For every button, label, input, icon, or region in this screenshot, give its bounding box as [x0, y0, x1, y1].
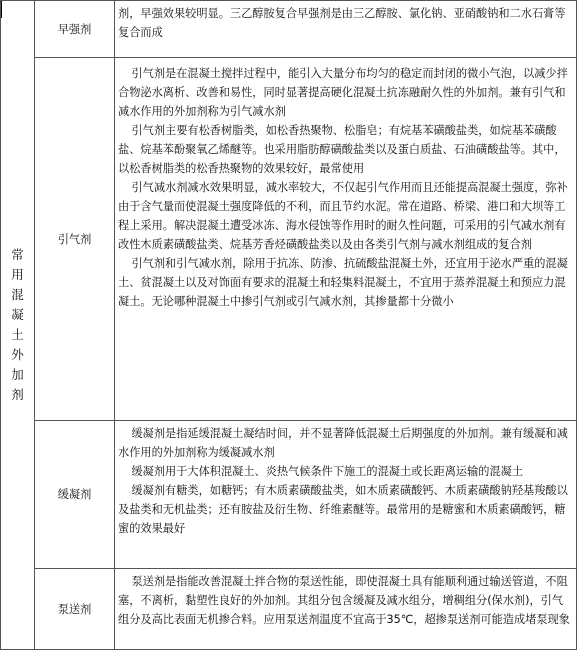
paragraph: 泵送剂是指能改善混凝土拌合物的泵送性能，即使混凝土具有能顺利通过输送管道，不阻塞，不离析，黏塑性良好的外加剂。其组分包含缓凝及减水组分，增稠组分(保水剂)，引气组分及高比表面无机掺合料。应用泵送剂温度不宜高于35℃，超掺泵送剂可能造成堵泵现象 [118, 575, 570, 626]
group-label-cell [1, 1, 35, 650]
paragraph: 缓凝剂用于大体积混凝土、炎热气候条件下施工的混凝土或长距离运输的混凝土 [131, 465, 524, 478]
table-row [1, 421, 577, 569]
row-content-cell [115, 569, 577, 650]
row-name: 引气剂 [57, 232, 92, 246]
row-name-cell [35, 58, 115, 421]
row-name-cell [35, 1, 115, 58]
row-name: 缓凝剂 [57, 488, 92, 501]
row-content-cell [115, 58, 577, 421]
paragraph: 引气剂主要有松香树脂类，如松香热聚物、松脂皂；有烷基苯磺酸盐类，如烷基苯磺酸盐、烷基苯酚聚氧乙烯醚等。也采用脂肪醇磺酸盐类以及蛋白质盐、石油磺酸盐等。其中，以松香树脂类的松香热聚物的效果较好，最常使用 [118, 124, 566, 175]
table-row [1, 1, 577, 58]
row-content-cell [115, 421, 577, 569]
paragraph: 剂，早强效果较明显。三乙醇胺复合早强剂是由三乙醇胺、氯化钠、亚硝酸钠和二水石膏等复合而成 [118, 7, 566, 39]
row-name: 泵送剂 [57, 602, 92, 616]
paragraph: 缓凝剂是指延缓混凝土凝结时间，并不显著降低混凝土后期强度的外加剂。兼有缓凝和减水作用的外加剂称为缓凝减水剂 [118, 427, 568, 459]
row-name-cell [35, 569, 115, 650]
row-name: 早强剂 [57, 22, 92, 36]
paragraph: 引气剂和引气减水剂，除用于抗冻、防渗、抗硫酸盐混凝土外，还宜用于泌水严重的混凝土、贫混凝土以及对饰面有要求的混凝土和轻集料混凝土，不宜用于蒸养混凝土和预应力混凝土。无论哪种混凝土中掺引气剂或引气减水剂，其掺量都十分微小 [118, 257, 568, 308]
table-row [1, 58, 577, 421]
row-name-cell [35, 421, 115, 569]
paragraph: 缓凝剂有糖类，如糖钙；有木质素磺酸盐类，如木质素磺酸钙、木质素磺酸钠羟基羧酸以及盐类和无机盐类；还有胺盐及衍生物、纤维素醚等。最常用的是糖蜜和木质素磺酸钙，糖蜜的效果最好 [118, 484, 568, 535]
table-row [1, 569, 577, 650]
paragraph: 引气减水剂减水效果明显，减水率较大，不仅起引气作用而且还能提高混凝土强度，弥补由于含气量而使混凝土强度降低的不利，而且节约水泥。常在道路、桥梁、港口和大坝等工程上采用。解决混凝土遭受冰冻、海水侵蚀等作用时的耐久性问题，可采用的引气减水剂有改性木质素磺酸盐类、烷基芳香烃磺酸盐类以及由各类引气剂与减水剂组成的复合剂 [118, 181, 568, 251]
group-label: 常用混凝土外加剂 [11, 247, 24, 402]
row-content-cell [115, 1, 577, 58]
paragraph: 引气剂是在混凝土搅拌过程中，能引入大量分布均匀的稳定而封闭的微小气泡，以减少拌合物泌水离析、改善和易性，同时显著提高硬化混凝土抗冻融耐久性的外加剂。兼有引气和减水作用的外加剂称为引气减水剂 [118, 67, 568, 118]
